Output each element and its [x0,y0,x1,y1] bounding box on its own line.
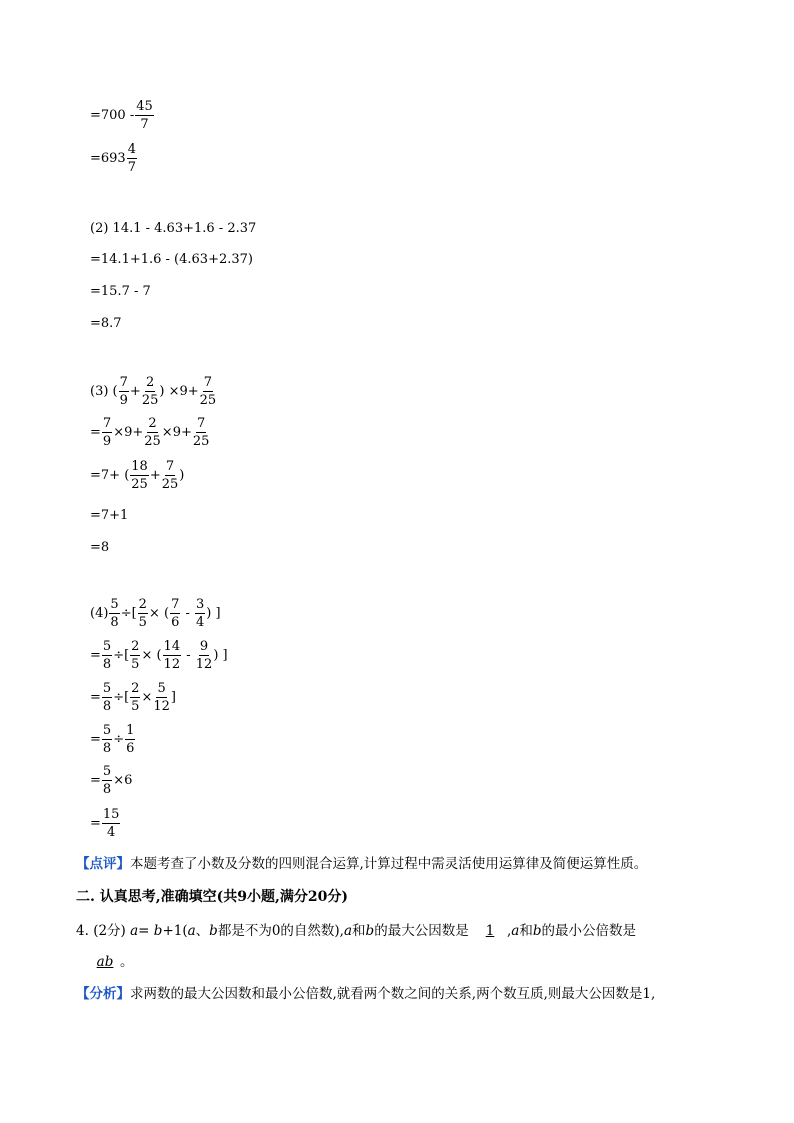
operator: × ( [148,606,170,621]
problem-label: (4) [90,606,109,621]
solution-2-line-3 [90,316,122,331]
answer-blank-lcm: ab [96,954,114,971]
solution-3-label [90,376,217,407]
denominator: 8 [102,699,112,714]
denominator: 25 [141,393,159,408]
operator: - [181,606,195,621]
fraction [163,640,182,671]
denominator: 8 [102,657,112,672]
numerator: 15 [102,807,120,822]
analysis-text: 求两数的最大公因数和最小公倍数,就看两个数之间的关系,两个数互质,则最大公因数是1, [130,986,656,1002]
condition-text: 都是不为0的自然数), [217,923,344,939]
numerator: 2 [131,681,140,696]
numerator: 7 [102,416,112,431]
lcm-text: 的最小公倍数是 [541,923,637,939]
expr-text: =693 [90,151,126,166]
expr-text: =15.7 - 7 [90,284,151,299]
problem-label: (3) ( [90,384,118,399]
operator: + [129,384,141,399]
fraction [135,100,154,131]
denominator: 8 [102,782,112,797]
variable-a: a [343,923,353,939]
numerator: 7 [171,597,180,612]
gcd-text: 的最大公因数是 [374,923,469,939]
numerator: 5 [102,764,112,779]
solution-2-line-1 [90,252,253,267]
solution-4-line-1 [90,640,228,671]
expr-text: =14.1+1.6 - (4.63+2.37) [90,252,253,267]
expr-text: =8.7 [90,316,122,331]
period: 。 [120,954,134,971]
section-heading: 二. 认真思考,准确填空(共9小题,满分20分) [76,889,348,905]
fraction [102,765,112,796]
denominator: 8 [102,741,112,756]
question-number: 4. [76,923,89,939]
fraction [193,417,210,448]
numerator: 14 [163,639,181,654]
variable-a: a [187,923,196,939]
expr-text: ] [170,690,176,705]
expr-text: =7+ ( [90,468,130,483]
operator: ÷ [113,732,125,747]
fraction [102,808,121,839]
expr-text: =8 [90,540,110,555]
variable-b: b [365,923,375,939]
problem-label: (2) 14.1 - 4.63+1.6 - 2.37 [90,221,257,236]
comment-paragraph [76,854,736,876]
conjunction: 和 [519,923,533,939]
denominator: 5 [131,657,140,672]
solution-4-line-4 [90,765,132,796]
expr-text: ) [179,468,185,483]
expr-text: =700 - [90,108,135,123]
denominator: 25 [161,477,179,492]
denominator: 4 [196,615,205,630]
fraction [200,376,217,407]
fraction [125,724,135,755]
fraction [119,376,129,407]
numerator: 5 [102,681,112,696]
numerator: 7 [165,459,175,474]
fraction [102,640,112,671]
fraction [144,417,161,448]
operator: × ( [141,648,162,663]
fraction [130,682,140,713]
fraction [109,598,119,629]
fraction [195,598,205,629]
expr-text: ×9+ [113,425,144,440]
numerator: 2 [138,597,147,612]
solution-4-line-3 [90,724,136,755]
denominator: 25 [192,434,210,449]
denominator: 5 [138,615,147,630]
operator: - [182,648,195,663]
solution-1-line-1 [90,100,155,131]
numerator: 3 [196,597,205,612]
expr-text: ) ×9+ [159,384,199,399]
denominator: 12 [153,699,170,714]
question-4 [76,916,736,978]
denominator: 4 [107,825,116,840]
numerator: 7 [196,416,206,431]
fraction [162,460,179,491]
operator: = [90,773,101,788]
denominator: 12 [163,657,181,672]
comment-tag: 【点评】 [76,856,130,872]
operator: × [141,690,153,705]
operator: ÷[ [120,606,137,621]
denominator: 6 [171,615,180,630]
solution-3-line-3 [90,508,128,523]
fraction [102,682,112,713]
fraction [153,682,170,713]
operator: = [90,732,101,747]
solution-3-line-1 [90,417,210,448]
separator: 、 [195,923,210,939]
numerator: 1 [126,723,135,738]
denominator: 7 [140,117,149,132]
separator: , [507,923,512,939]
denominator: 7 [127,160,136,175]
solution-4-line-2 [90,682,176,713]
question-score: (2分) [93,923,126,939]
numerator: 7 [203,375,213,390]
operator: = [138,923,154,939]
denominator: 5 [131,699,140,714]
variable-a: a [511,923,520,939]
denominator: 9 [119,393,128,408]
fraction [127,143,137,174]
analysis-paragraph [76,984,736,1006]
expr-text: +1( [162,923,188,939]
numerator: 9 [199,639,209,654]
solution-2-label [90,221,256,236]
numerator: 2 [148,416,157,431]
solution-4-line-5 [90,808,121,839]
denominator: 25 [199,393,217,408]
operator: ÷[ [113,648,130,663]
fraction [138,598,148,629]
analysis-tag: 【分析】 [76,986,130,1002]
solution-3-line-2 [90,460,184,491]
numerator: 7 [119,375,128,390]
numerator: 18 [131,459,148,474]
denominator: 8 [110,615,119,630]
variable-b: b [153,923,163,939]
solution-3-line-4 [90,540,109,555]
numerator: 5 [102,639,112,654]
operator: = [90,816,101,831]
denominator: 25 [131,477,148,492]
fraction [196,640,213,671]
numerator: 45 [136,99,153,114]
denominator: 9 [102,434,112,449]
solution-4-label [90,598,221,629]
numerator: 5 [102,723,112,738]
fraction [170,598,180,629]
fraction [142,376,159,407]
solution-2-line-2 [90,284,151,299]
expr-text: ×6 [113,773,133,788]
operator: = [90,648,101,663]
fraction [102,417,112,448]
operator: + [149,468,161,483]
fraction [130,460,149,491]
operator: = [90,690,101,705]
expr-text: ) ] [206,606,221,621]
operator: = [90,425,101,440]
operator: ÷[ [113,690,130,705]
variable-b: b [532,923,542,939]
numerator: 5 [110,597,119,612]
denominator: 12 [195,657,213,672]
numerator: 2 [145,375,155,390]
fraction [102,724,112,755]
expr-text: ×9+ [161,425,192,440]
expr-text: ) ] [213,648,228,663]
fraction [130,640,140,671]
numerator: 2 [131,639,140,654]
variable-b: b [209,923,218,939]
solution-1-line-2 [90,143,138,174]
denominator: 25 [144,434,161,449]
variable-a: a [130,923,139,939]
comment-text: 本题考查了小数及分数的四则混合运算,计算过程中需灵活使用运算律及简便运算性质。 [130,856,648,872]
numerator: 5 [157,681,166,696]
denominator: 6 [126,741,135,756]
expr-text: =7+1 [90,508,129,523]
numerator: 4 [127,142,136,157]
answer-blank-gcd: 1 [485,923,495,939]
conjunction: 和 [352,923,366,939]
